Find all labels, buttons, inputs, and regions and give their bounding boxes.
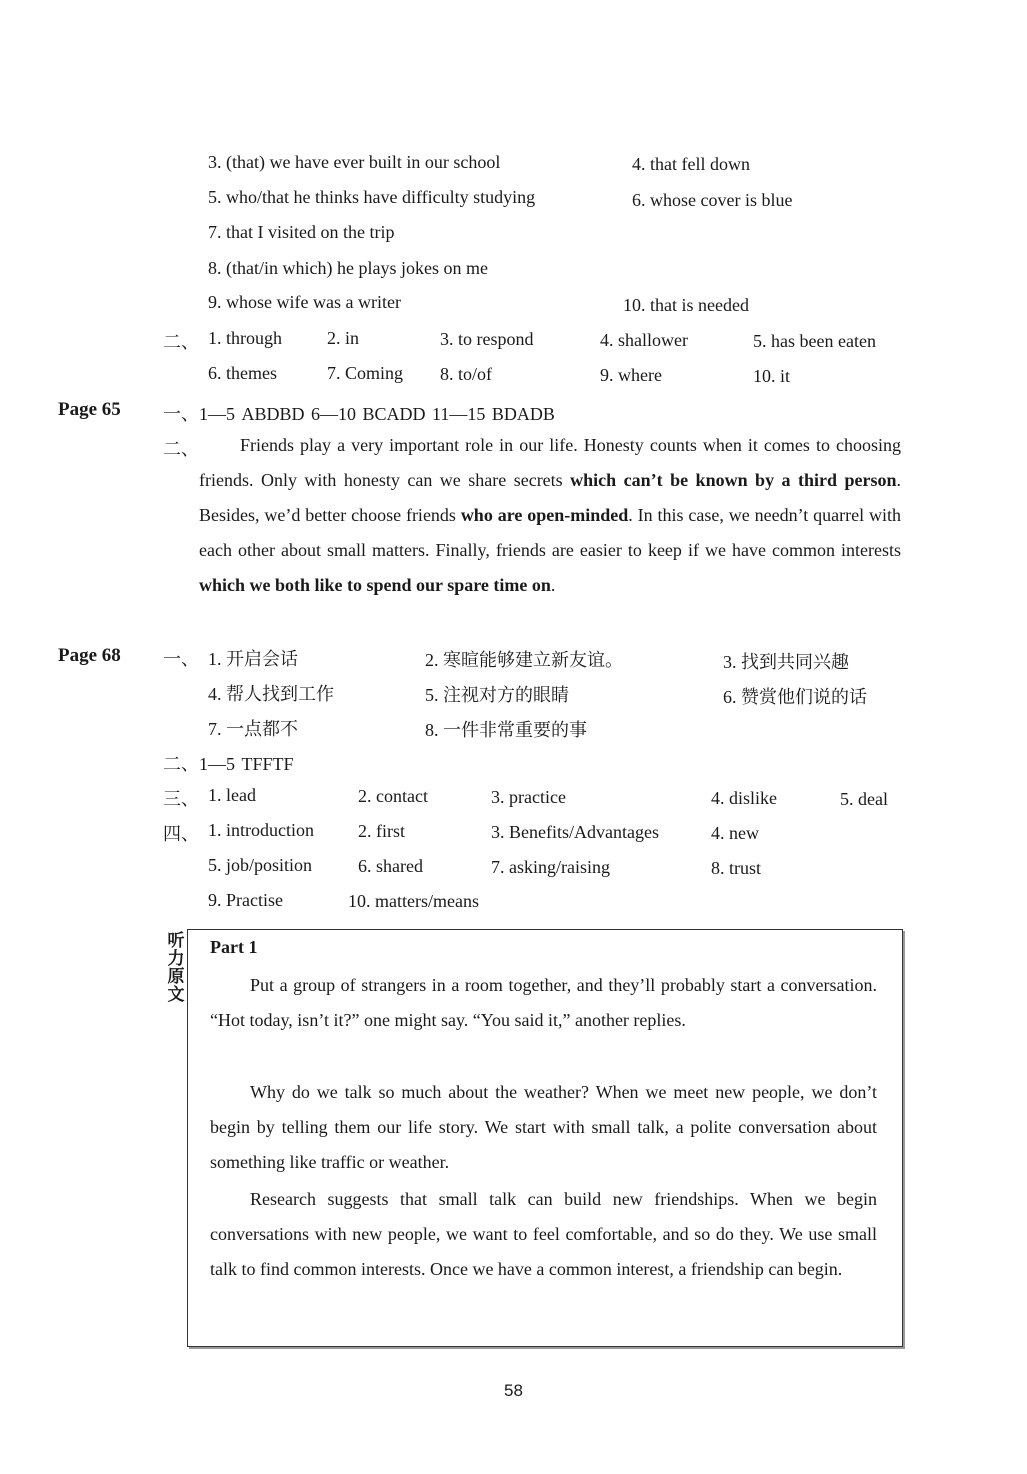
p68-s3-item-5: 5. deal [840, 789, 888, 809]
p68-item-8: 8. 一件非常重要的事 [425, 720, 587, 740]
p68-s3-item-3: 3. practice [491, 787, 566, 807]
answer-3: 3. (that) we have ever built in our school [208, 152, 501, 172]
p68-s4-item-6: 6. shared [358, 856, 423, 876]
p68-item-4: 4. 帮人找到工作 [208, 684, 334, 704]
page68-label: Page 68 [58, 645, 121, 666]
side-char-3: 原 [167, 967, 185, 987]
page-number: 58 [504, 1381, 523, 1400]
s2-item-5: 5. has been eaten [753, 331, 876, 351]
s2-item-3: 3. to respond [440, 329, 534, 349]
answer-7: 7. that I visited on the trip [208, 222, 395, 242]
answer-4: 4. that fell down [632, 154, 750, 174]
s2-item-8: 8. to/of [440, 364, 492, 384]
s2-item-1: 1. through [208, 328, 282, 348]
page68-marker-three: 三、 [163, 789, 199, 809]
p68-s4-item-7: 7. asking/raising [491, 857, 610, 877]
side-char-1: 听 [167, 931, 185, 951]
s2-item-2: 2. in [327, 328, 360, 348]
answer-10: 10. that is needed [623, 295, 749, 315]
p68-item-5: 5. 注视对方的眼睛 [425, 685, 569, 705]
s2-item-6: 6. themes [208, 363, 277, 383]
s2-item-9: 9. where [600, 365, 662, 385]
p68-item-2: 2. 寒暄能够建立新友谊。 [425, 650, 623, 670]
p68-s3-item-2: 2. contact [358, 786, 428, 806]
side-char-2: 力 [167, 949, 185, 969]
listening-paragraph-1: Put a group of strangers in a room together, and they’ll probably start a conversation. “Hot today, isn’t it?” one might say. “You said it,” another replies. [210, 975, 877, 1030]
p68-s4-item-9: 9. Practise [208, 890, 283, 910]
page68-marker-four: 四、 [163, 824, 199, 844]
answer-9: 9. whose wife was a writer [208, 292, 401, 312]
p68-s3-item-1: 1. lead [208, 785, 256, 805]
p68-s4-item-8: 8. trust [711, 858, 762, 878]
s2-item-7: 7. Coming [327, 363, 404, 383]
s2-item-4: 4. shallower [600, 330, 688, 350]
page65-essay [199, 428, 901, 603]
p68-s4-item-10: 10. matters/means [348, 891, 479, 911]
essay-part-2: which can’t be known by a third person [570, 470, 897, 490]
p68-s4-item-1: 1. introduction [208, 820, 314, 840]
listening-paragraph-3: Research suggests that small talk can build new friendships. When we begin conversations with new people, we want to feel comfortable, and so do they. We use small talk to find common interests. Once we have a common interest, a friendship can begin. [210, 1189, 877, 1279]
page68-marker-one: 一、 [163, 649, 199, 669]
p68-s3-item-4: 4. dislike [711, 788, 777, 808]
p68-item-1: 1. 开启会话 [208, 649, 298, 669]
answer-5: 5. who/that he thinks have difficulty studying [208, 187, 536, 207]
listening-paragraph-2: Why do we talk so much about the weather? When we meet new people, we don’t begin by telling them our life story. We start with small talk, a polite conversation about something like traffic or weather. [210, 1082, 877, 1172]
essay-part-1: Friends play a very important role in our life. Honesty counts when it comes to choosing friends. Only with honesty can we share secrets [199, 435, 901, 490]
page65-mc-answers: 一、1—5 ABDBD 6—10 BCADD 11—15 BDADB [163, 404, 555, 424]
p68-item-6: 6. 赞赏他们说的话 [723, 687, 867, 707]
page65-label: Page 65 [58, 399, 121, 420]
side-char-4: 文 [167, 985, 185, 1005]
essay-part-6: which we both like to spend our spare time on [199, 575, 551, 595]
essay-part-4: who are open-minded [460, 505, 629, 525]
s2-item-10: 10. it [753, 366, 791, 386]
essay-part-7: . [550, 575, 556, 595]
p68-s4-item-2: 2. first [358, 821, 405, 841]
p68-s4-item-3: 3. Benefits/Advantages [491, 822, 659, 842]
page65-marker-two: 二、 [163, 439, 199, 459]
answer-6: 6. whose cover is blue [632, 190, 793, 210]
p68-item-3: 3. 找到共同兴趣 [723, 652, 849, 672]
essay-part-3: . Besides, we’d better choose friends [199, 470, 901, 525]
section-marker-two: 二、 [163, 332, 199, 352]
answer-8: 8. (that/in which) he plays jokes on me [208, 258, 488, 278]
p68-item-7: 7. 一点都不 [208, 719, 298, 739]
p68-s4-item-5: 5. job/position [208, 855, 313, 875]
essay-part-5: . In this case, we needn’t quarrel with each other about small matters. Finally, friends are easier to keep if we have common interests [199, 505, 901, 560]
listening-part-title: Part 1 [210, 937, 258, 957]
page68-tf-answers: 二、1—5 TFFTF [163, 754, 294, 774]
p68-s4-item-4: 4. new [711, 823, 759, 843]
listening-side-label [166, 932, 186, 1004]
